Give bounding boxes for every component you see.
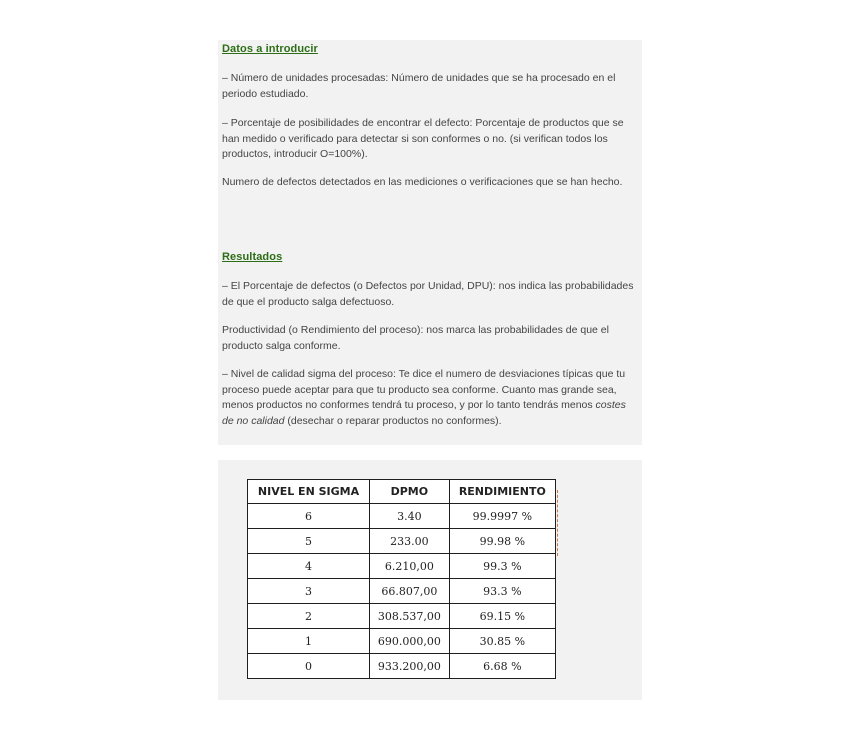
cell-sigma: 0 bbox=[248, 654, 370, 679]
table-row bbox=[248, 579, 556, 604]
cell-yield: 99.9997 % bbox=[449, 504, 555, 529]
header-yield: RENDIMIENTO bbox=[449, 480, 555, 504]
paragraph-sigma-level bbox=[222, 367, 640, 429]
header-sigma-level: NIVEL EN SIGMA bbox=[248, 480, 370, 504]
cell-yield: 69.15 % bbox=[449, 604, 555, 629]
table-row bbox=[248, 629, 556, 654]
cell-yield: 93.3 % bbox=[449, 579, 555, 604]
cell-yield: 30.85 % bbox=[449, 629, 555, 654]
sigma-text-emphasis: costes de no calidad bbox=[222, 399, 626, 427]
table-row bbox=[248, 529, 556, 554]
sigma-table bbox=[247, 479, 556, 679]
cell-yield: 6.68 % bbox=[449, 654, 555, 679]
cell-dpmo: 3.40 bbox=[370, 504, 450, 529]
sigma-text-b: (desechar o reparar productos no conformes). bbox=[284, 414, 502, 427]
paragraph-dpu: – El Porcentaje de defectos (o Defectos por Unidad, DPU): nos indica las probabilidades de que el producto salga defectuoso. bbox=[222, 280, 634, 308]
paragraph-defects: Numero de defectos detectados en las mediciones o verificaciones que se han hecho. bbox=[222, 176, 623, 188]
paragraph-percentage: – Porcentaje de posibilidades de encontrar el defecto: Porcentaje de productos que se han medido o verificado para detectar si son conformes o no. (si verifican todos los productos, introducir O=100%). bbox=[222, 117, 624, 160]
sigma-text-a: – Nivel de calidad sigma del proceso: Te dice el numero de desviaciones típicas que tu proceso puede aceptar para que tu producto sea conforme. Cuanto mas grande sea, menos productos no conformes tendrá tu proceso, y por lo tanto tendrás menos bbox=[222, 368, 626, 411]
cell-dpmo: 6.210,00 bbox=[370, 554, 450, 579]
cell-dpmo: 933.200,00 bbox=[370, 654, 450, 679]
cell-sigma: 6 bbox=[248, 504, 370, 529]
table-row bbox=[248, 554, 556, 579]
cell-yield: 99.3 % bbox=[449, 554, 555, 579]
cell-sigma: 3 bbox=[248, 579, 370, 604]
section-heading-input: Datos a introducir bbox=[222, 43, 318, 55]
table-edge-mark bbox=[557, 490, 559, 556]
header-dpmo: DPMO bbox=[370, 480, 450, 504]
cell-sigma: 1 bbox=[248, 629, 370, 654]
cell-yield: 99.98 % bbox=[449, 529, 555, 554]
cell-dpmo: 308.537,00 bbox=[370, 604, 450, 629]
table-row bbox=[248, 654, 556, 679]
table-row bbox=[248, 504, 556, 529]
cell-sigma: 2 bbox=[248, 604, 370, 629]
cell-dpmo: 66.807,00 bbox=[370, 579, 450, 604]
section-heading-results: Resultados bbox=[222, 251, 283, 263]
table-row bbox=[248, 604, 556, 629]
cell-dpmo: 233.00 bbox=[370, 529, 450, 554]
cell-sigma: 4 bbox=[248, 554, 370, 579]
paragraph-productivity: Productividad (o Rendimiento del proceso): nos marca las probabilidades de que el producto salga conforme. bbox=[222, 324, 609, 352]
cell-sigma: 5 bbox=[248, 529, 370, 554]
table-header-row bbox=[248, 480, 556, 504]
cell-dpmo: 690.000,00 bbox=[370, 629, 450, 654]
paragraph-units: – Número de unidades procesadas: Número de unidades que se ha procesado en el periodo estudiado. bbox=[222, 72, 616, 100]
